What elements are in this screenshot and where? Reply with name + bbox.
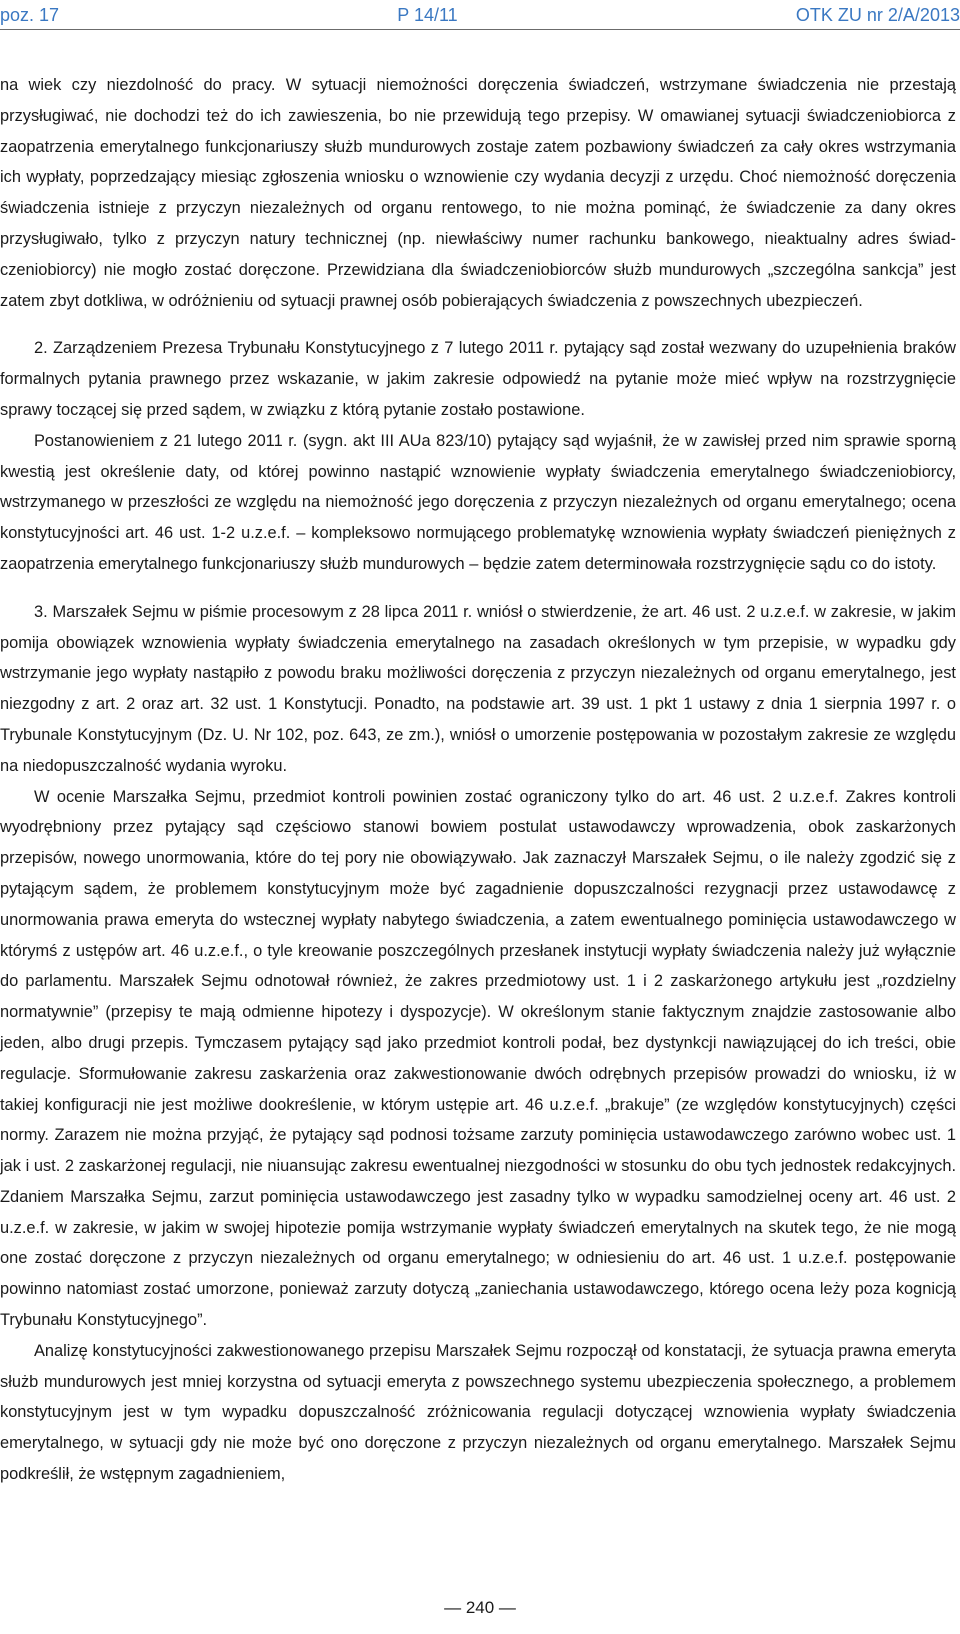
header-case-signature: P 14/11 bbox=[397, 5, 458, 25]
header-divider bbox=[0, 29, 960, 30]
section-gap bbox=[0, 580, 956, 597]
page-number: — 240 — bbox=[444, 1598, 516, 1617]
page-footer bbox=[0, 1596, 960, 1620]
header-position: poz. 17 bbox=[0, 5, 60, 25]
document-body bbox=[0, 70, 956, 1490]
paragraph-marszalek-opinion: W ocenie Marszałka Sejmu, przedmiot kontroli powinien zostać ograniczony tylko do art. 46 ust. 2 u.z.e.f. Zakres kontroli wyodrębniony przez pytający sąd częściowo stanowi bowiem postulat ustawodawczy wprowadzenia, obok zaskarżonych przepisów, nowego unormowania, które do tej pory nie obowiązywało. Jak zaznaczył Marszałek Sejmu, o ile należy zgodzić się z pytającym sądem, że problemem konstytucyjnym może być zagadnienie dopuszczalności rezygnacji przez ustawodawcę z unormowania prawa emeryta do wstecznej wypłaty nabytego świadczenia, a zatem ewentualnego pominięcia ustawodawczego w którymś z ustępów art. 46 u.z.e.f., o tyle kreowanie poszczególnych przesłanek instytucji wypłaty świadczenia należy już wyłącznie do parlamentu. Marszałek Sejmu odnotował również, że zakres przedmiotowy ust. 1 i 2 zaskarżonego artykułu jest „rozdzielny normatywnie” (przepisy te mają odmienne hipotezy i dyspozycje). W określonym stanie faktycznym znajdzie zastosowanie albo jeden, albo drugi przepis. Tymczasem pytający sąd jako przedmiot kontroli podał, bez dystynkcji nawiązującej do ich treści, obie regulacje. Sformułowanie zakresu zaskarżenia oraz zakwestionowanie dwóch odrębnych przepisów prowadzi do wniosku, iż w takiej konfiguracji nie jest możliwe dookreślenie, w którym ustępie art. 46 u.z.e.f. „brakuje” (ze względów konstytucyjnych) części normy. Zarazem nie można przyjąć, że pytający sąd podnosi tożsame zarzuty pominięcia ustawodawczego zarówno wobec ust. 1 jak i ust. 2 zaskarżonej regulacji, nie niuansując zakresu ewentualnej niezgodności w stosunku do obu tych jednostek redakcyjnych. Zdaniem Marszałka Sejmu, zarzut pominięcia ustawodawczego jest zasadny tylko w wypadku samodzielnej oceny art. 46 ust. 2 u.z.e.f. w zakresie, w jakim w swojej hipotezie pomija wstrzymanie wypłaty świadczeń emerytalnych na skutek tego, że nie mogą one zostać doręczone z przyczyn niezależnych od organu emerytalnego; w odniesieniu do art. 46 ust. 1 u.z.e.f. postępowanie powinno natomiast zostać umorzone, ponieważ zarzuty dotyczą „zaniechania ustawodawczego, którego ocena leży poza kognicją Trybunału Konstytucyjnego”. bbox=[0, 787, 956, 1330]
page-header bbox=[0, 0, 960, 40]
paragraph-section-3: 3. Marszałek Sejmu w piśmie procesowym z 28 lipca 2011 r. wniósł o stwierdzenie, że art. 46 ust. 2 u.z.e.f. w zakresie, w jakim pomija obowiązek wznowienia wypłaty świadczenia emerytalnego na zasadach określonych w tym przepisie, w wypadku gdy wstrzymanie jego wypłaty nastąpiło z powodu braku możliwości doręczenia z przyczyn niezależnych od organu emerytalnego, jest niezgodny z art. 2 oraz art. 32 ust. 1 Konstytucji. Ponadto, na podstawie art. 39 ust. 1 pkt 1 ustawy z dnia 1 sierpnia 1997 r. o Trybunale Konstytucyjnym (Dz. U. Nr 102, poz. 643, ze zm.), wniósł o umorzenie postępowania w pozostałym zakresie ze względu na niedopuszczalność wydania wyroku. bbox=[0, 602, 956, 775]
paragraph-postanowienie: Postanowieniem z 21 lutego 2011 r. (sygn. akt III AUa 823/10) pytający sąd wyjaśnił, że w zawisłej przed nim sprawie sporną kwestią jest określenie daty, od której powinno nastąpić wznowienie wypłaty świadczenia emerytalnego świadczeniobiorcy, wstrzymanego w przeszłości ze względu na niemożność jego doręczenia z przyczyn niezależnych od organu emerytalnego; ocena konstytucyjności art. 46 ust. 1-2 u.z.e.f. – kompleksowo normującego problematykę wznowienia wypłaty świadczeń pieniężnych z zaopatrzenia emerytalnego funkcjonariuszy służb mundurowych – będzie zatem determinowała rozstrzygnięcie sądu co do istoty. bbox=[0, 431, 956, 573]
paragraph-continuation: na wiek czy niezdolność do pracy. W sytuacji niemożności doręczenia świadczeń, wstrzymane świadczenia nie przestają przysługiwać, nie dochodzi też do ich zawieszenia, bo nie przewidują tego przepisy. W omawianej sytuacji świadczeniobiorca z zaopatrzenia emerytalnego funkcjonariuszy służb mundurowych zostaje zatem pozbawiony świadczeń za cały okres wstrzymania ich wypłaty, poprzedzający miesiąc zgłoszenia wniosku o wznowienie czy wydania decyzji z urzędu. Choć niemożność doręczenia świadczenia istnieje z przyczyn niezależnych od organu rentowego, to nie można pominąć, że świadczenie za dany okres przysługiwało, tylko z przyczyn natury technicznej (np. niewłaściwy numer rachunku bankowego, nieaktualny adres świadczeniobiorcy) nie mogło zostać doręczone. Przewidziana dla świadczeniobiorców służb mundurowych „szczególna sankcja” jest zatem zbyt dotkliwa, w odróżnieniu od sytuacji prawnej osób pobierających świadczenia z powszechnych ubezpieczeń. bbox=[0, 76, 956, 310]
paragraph-constitutional-analysis: Analizę konstytucyjności zakwestionowanego przepisu Marszałek Sejmu rozpoczął od konstatacji, że sytuacja prawna emeryta służb mundurowych jest mniej korzystna od sytuacji emeryta z powszechnego systemu ubezpieczenia społecznego, a problemem konstytucyjnym jest w tym wypadku dopuszczalność zróżnicowania regulacji dotyczącej wznowienia wypłaty świadczenia emerytalnego, w sytuacji gdy nie może być ono doręczone z przyczyn niezależnych od organu emerytalnego. Marszałek Sejmu podkreślił, że wstępnym zagadnieniem, bbox=[0, 1341, 956, 1484]
header-journal-reference: OTK ZU nr 2/A/2013 bbox=[795, 5, 960, 25]
section-gap bbox=[0, 316, 956, 333]
paragraph-section-2: 2. Zarządzeniem Prezesa Trybunału Konstytucyjnego z 7 lutego 2011 r. pytający sąd został wezwany do uzupełnienia braków formalnych pytania prawnego przez wskazanie, w jakim zakresie odpowiedź na pytanie może mieć wpływ na rozstrzygnięcie sprawy toczącej się przed sądem, w związku z którą pytanie zostało postawione. bbox=[0, 339, 956, 419]
